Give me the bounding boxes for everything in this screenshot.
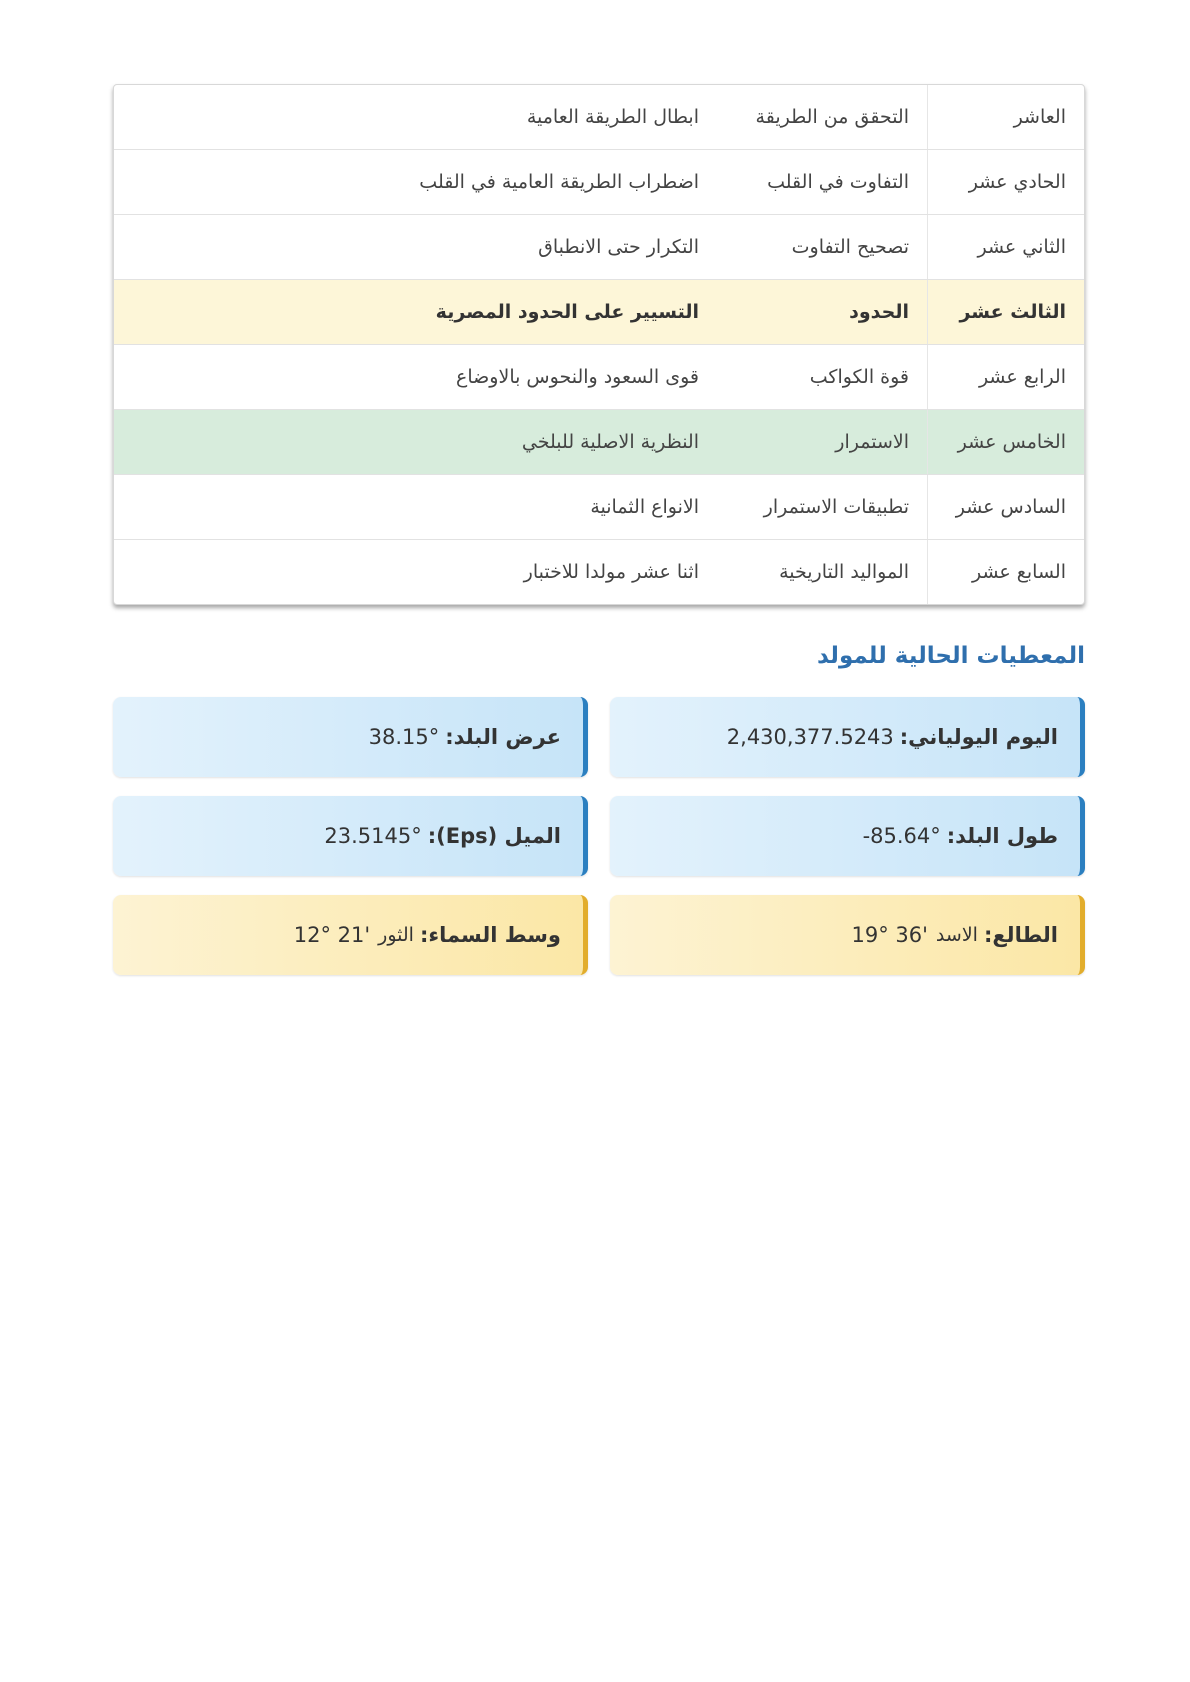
- latitude-value: 38.15°: [368, 725, 440, 749]
- ascendant-label: الطالع:: [983, 923, 1058, 947]
- chapter-topic: التفاوت في القلب: [717, 150, 928, 215]
- table-row-highlighted: [114, 280, 1084, 345]
- chapter-description: ابطال الطريقة العامية: [114, 85, 717, 150]
- table-row: [114, 345, 1084, 410]
- latitude-label: عرض البلد:: [445, 725, 561, 749]
- longitude-value: -85.64°: [862, 824, 941, 848]
- table-row-highlighted: [114, 410, 1084, 475]
- chapter-topic: الاستمرار: [717, 410, 928, 475]
- chapters-table: [113, 84, 1085, 605]
- obliquity-label: الميل (Eps):: [427, 824, 561, 848]
- page: [113, 84, 1085, 975]
- obliquity-value: 23.5145°: [324, 824, 422, 848]
- chapter-number: السابع عشر: [928, 540, 1085, 605]
- chapter-description: التكرار حتى الانطباق: [114, 215, 717, 280]
- table-row: [114, 85, 1084, 150]
- ascendant-sign: الاسد: [935, 924, 978, 946]
- longitude-label: طول البلد:: [946, 824, 1058, 848]
- chapter-topic: التحقق من الطريقة: [717, 85, 928, 150]
- table-row: [114, 475, 1084, 540]
- midheaven-label: وسط السماء:: [419, 923, 561, 947]
- chapter-number: السادس عشر: [928, 475, 1085, 540]
- table-row: [114, 540, 1084, 605]
- table-row: [114, 215, 1084, 280]
- longitude-card: [610, 796, 1085, 876]
- section-title: المعطيات الحالية للمولد: [817, 643, 1085, 669]
- julian-day-label: اليوم اليولياني:: [899, 725, 1058, 749]
- chapter-description: اثنا عشر مولدا للاختبار: [523, 561, 699, 583]
- birth-data-cards: [113, 697, 1085, 975]
- julian-day-value: 2,430,377.5243: [726, 725, 894, 749]
- chapter-description: اضطراب الطريقة العامية في القلب: [114, 150, 717, 215]
- chapter-topic: المواليد التاريخية: [779, 561, 909, 583]
- julian-day-card: [610, 697, 1085, 777]
- ascendant-card: [610, 895, 1085, 975]
- chapter-topic: تطبيقات الاستمرار: [717, 475, 928, 540]
- table-row: [114, 150, 1084, 215]
- chapter-number: الخامس عشر: [928, 410, 1085, 475]
- midheaven-value: 12° 21': [293, 923, 371, 947]
- chapter-topic: قوة الكواكب: [717, 345, 928, 410]
- latitude-card: [113, 697, 588, 777]
- chapter-description: قوى السعود والنحوس بالاوضاع: [114, 345, 717, 410]
- midheaven-card: [113, 895, 588, 975]
- chapter-number: الرابع عشر: [928, 345, 1085, 410]
- midheaven-sign: الثور: [378, 924, 414, 946]
- chapter-number: الحادي عشر: [928, 150, 1085, 215]
- chapter-number: الثالث عشر: [928, 280, 1085, 345]
- chapter-description: التسيير على الحدود المصرية: [114, 280, 717, 345]
- ascendant-value: 19° 36': [851, 923, 928, 947]
- chapter-number: العاشر: [928, 85, 1085, 150]
- chapter-topic: الحدود: [717, 280, 928, 345]
- chapter-description: النظرية الاصلية للبلخي: [114, 410, 717, 475]
- chapters-table-grid: [114, 85, 1084, 604]
- chapter-topic: تصحيح التفاوت: [717, 215, 928, 280]
- obliquity-card: [113, 796, 588, 876]
- chapter-description: الانواع الثمانية: [114, 475, 717, 540]
- chapter-number: الثاني عشر: [928, 215, 1085, 280]
